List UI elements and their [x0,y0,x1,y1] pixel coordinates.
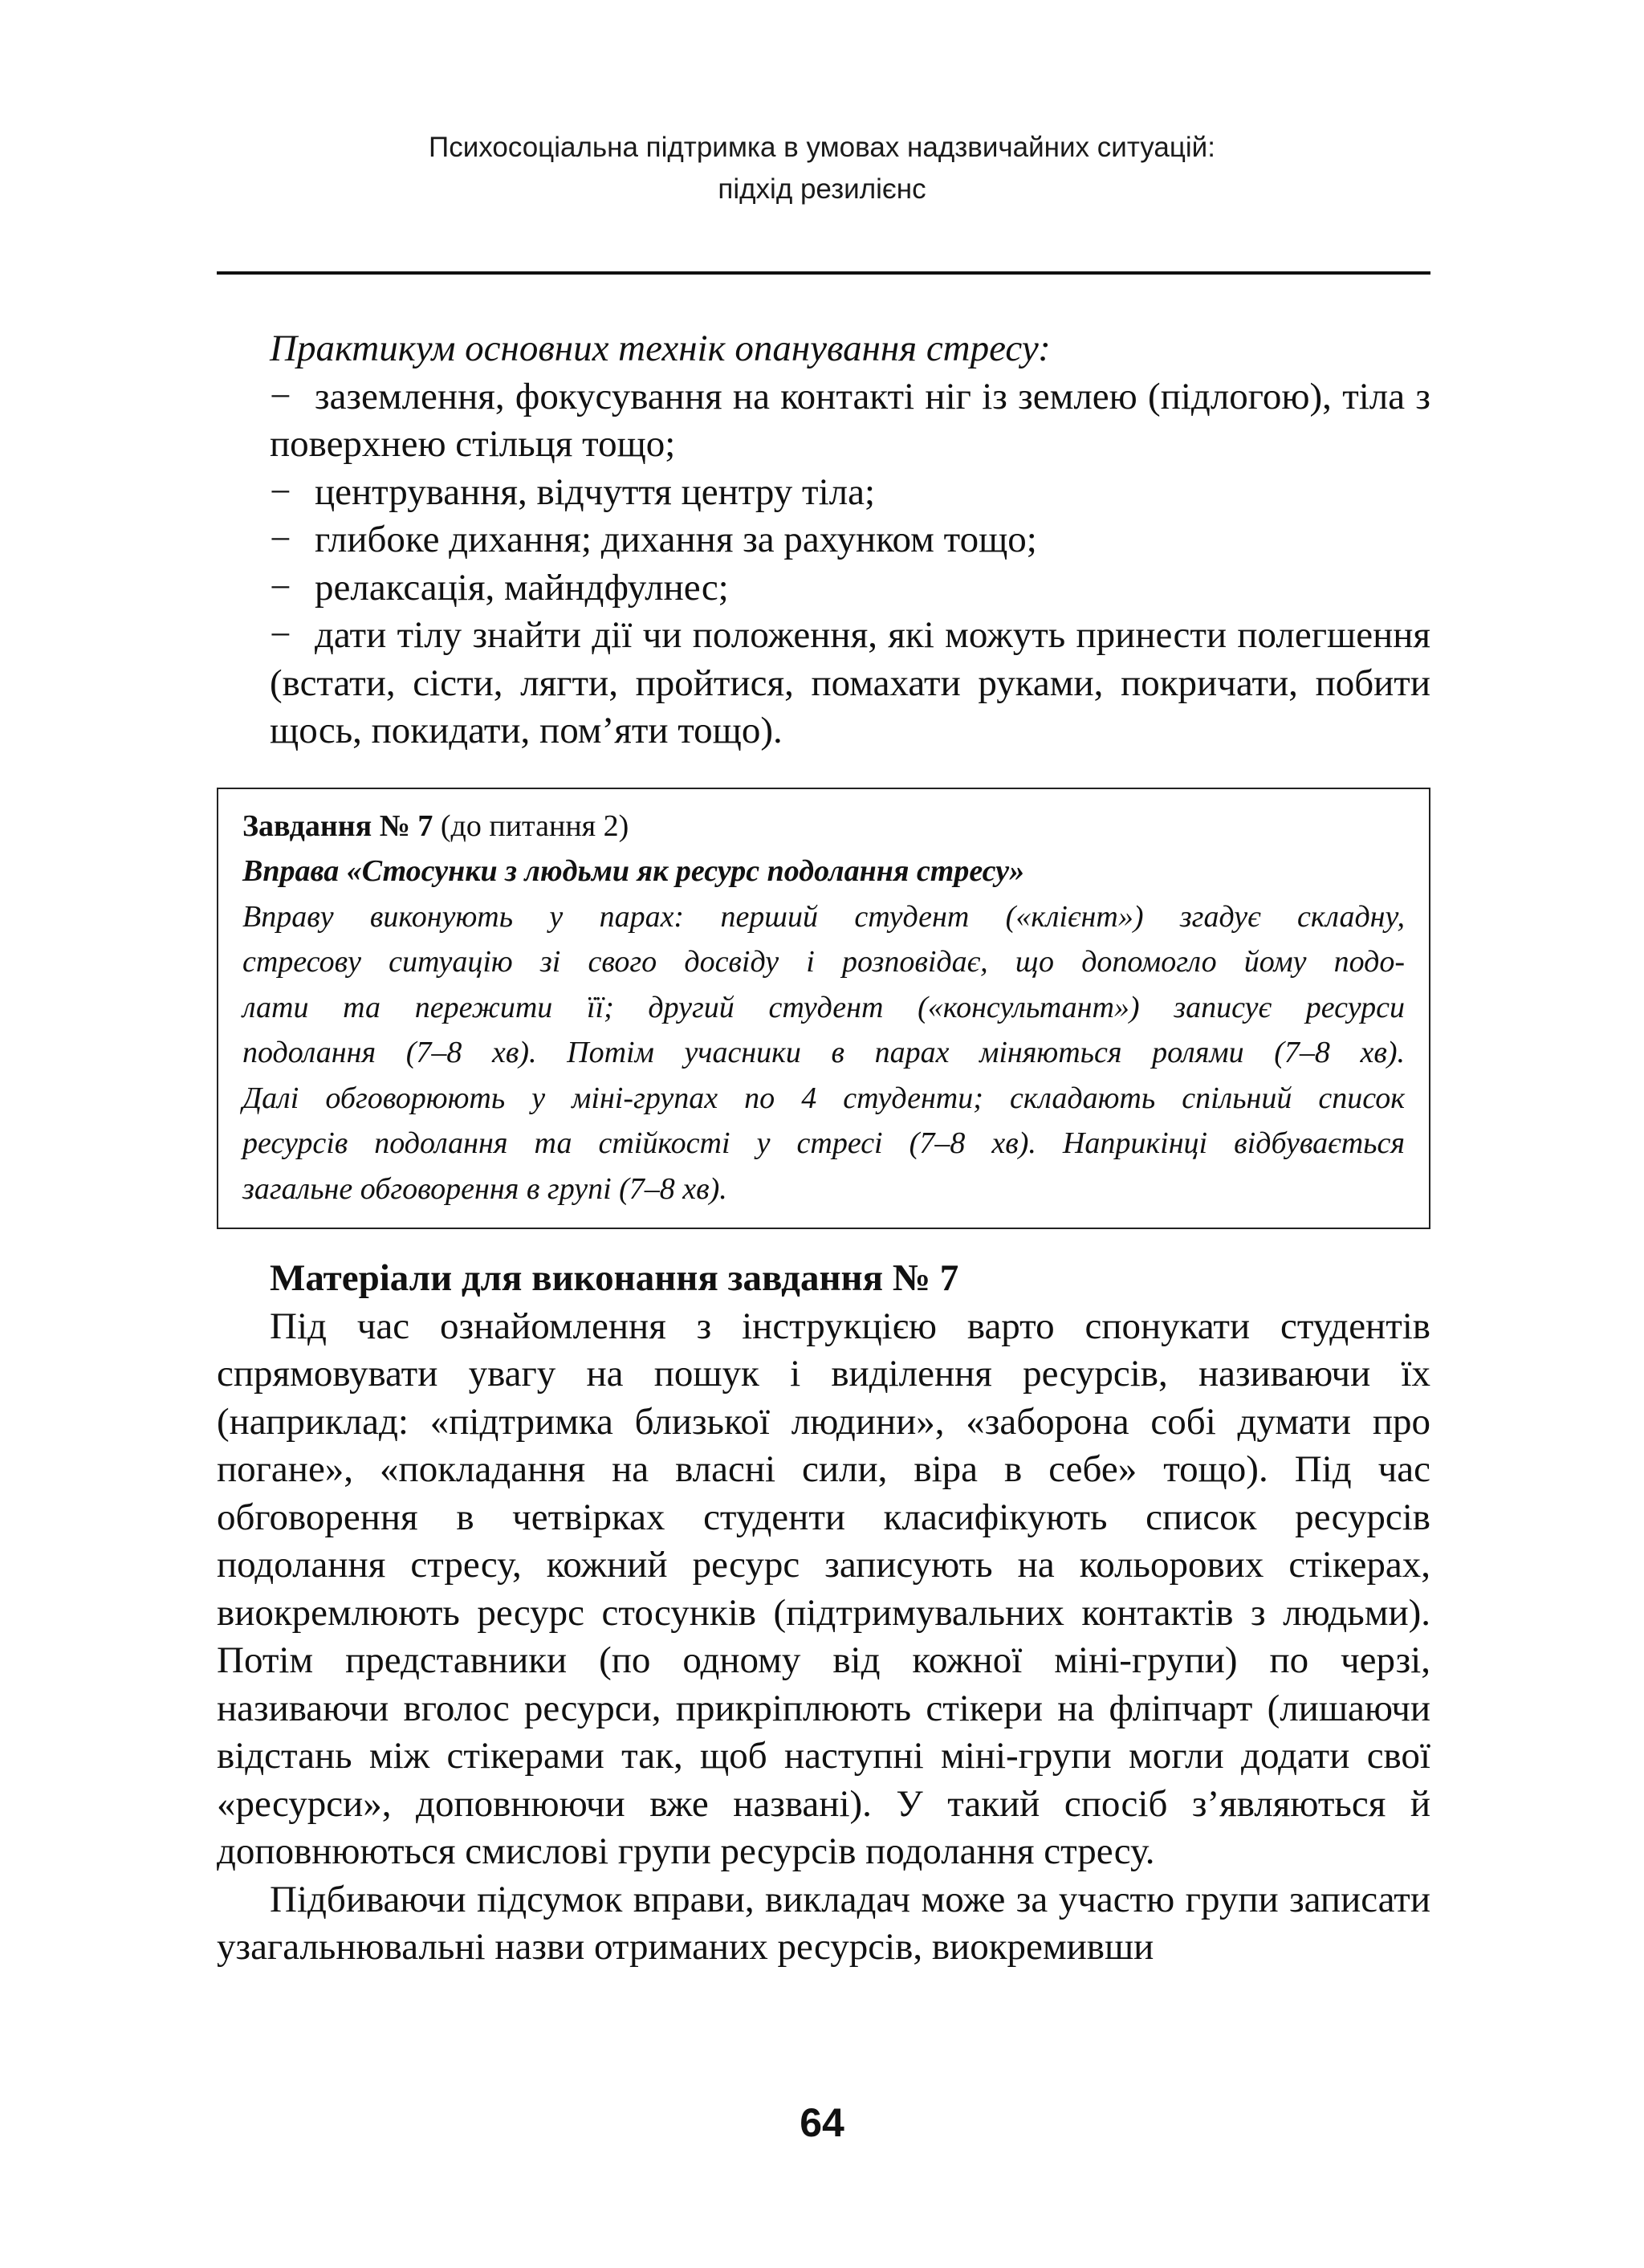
dash-marker: − [270,566,291,609]
list-item-text: центрування, відчуття центру тіла; [315,470,876,513]
task-text-line: загальне обговорення в групі (7–8 хв). [242,1171,727,1206]
header-line-1: Психосоціальна підтримка в умовах надзвичайних ситуацій: [429,132,1215,163]
list-item [217,373,1430,469]
list-item [217,469,1430,517]
task-text-line: Далі обговорюють у міні-групах по 4 студенти; складають спільний список [242,1081,1405,1115]
materials-title: Матеріали для виконання завдання № 7 [270,1257,959,1299]
header-rule [217,271,1430,275]
running-header [0,127,1644,210]
dash-marker: − [270,470,291,513]
task-box [217,788,1430,1230]
task-text-line: ресурсів подолання та стійкості у стресі (7–8 хв). Наприкінці відбувається [242,1126,1405,1160]
task-text-line: лати та пережити її; другий студент («консультант») записує ресурси [242,990,1405,1024]
practicum-title: Практикум основних технік опанування стресу: [270,328,1051,369]
dash-marker: − [270,375,291,417]
exercise-title: Вправа «Стосунки з людьми як ресурс подолання стресу» [242,854,1025,888]
materials-paragraph-2: Підбиваючи підсумок вправи, викладач може за участю групи записати узагальнювальні назви отриманих ресурсів, виокремивши [217,1878,1430,1968]
page-number: 64 [800,2100,844,2145]
list-item [217,564,1430,613]
dash-marker: − [270,614,291,656]
header-line-2: підхід резилієнс [718,173,926,205]
materials-paragraph-1: Під час ознайомлення з інструкцією варто спонукати студентів спрямовувати увагу на пошук і виділення ресурсів, називаючи їх (наприклад: «підтримка близької людини», «заборона собі думати про погане», «покладання на власні сили, віра в себе» тощо). Під час обговорення в четвірках студенти класифікують список ресурсів подолання стресу, кожний ресурс записують на кольорових стікерах, виокремлюють ресурс стосунків (підтримувальних контактів з людьми). Потім представники (по одному від кожної міні-групи) по черзі, називаючи вголос ресурси, прикріплюють стікери на фліпчарт (лишаючи відстань між стікерами так, щоб наступні міні-групи могли додати свої «ресурси», доповнюючи вже названі). У такий спосіб з’являються й доповнюються смислові групи ресурсів подолання стресу. [217,1305,1430,1872]
list-item-text: дати тілу знайти дії чи положення, які можуть принести полегшення (встати, сісти, лягти, пройтися, помахати руками, покричати, побити щось, покидати, пом’яти тощо). [270,614,1430,751]
task-text-line: стресову ситуацію зі свого досвіду і розповідає, що допомогло йому подо- [242,945,1405,979]
task-ref: (до питання 2) [440,808,629,843]
task-heading [242,804,1405,849]
list-item [217,516,1430,564]
task-label: Завдання № 7 [242,808,433,843]
page-body [217,325,1430,1972]
list-item-text: глибоке дихання; дихання за рахунком тощо; [315,519,1037,560]
task-text-line: Вправу виконують у парах: перший студент («клієнт») згадує складну, [242,899,1405,934]
list-item [217,612,1430,755]
list-item-text: релаксація, майндфулнес; [315,566,729,609]
list-item-text: заземлення, фокусування на контакті ніг із землею (підлогою), тіла з поверхнею стільця тощо; [270,375,1430,465]
dash-marker: − [270,519,291,560]
task-text-line: подолання (7–8 хв). Потім учасники в парах міняються ролями (7–8 хв). [242,1036,1405,1069]
